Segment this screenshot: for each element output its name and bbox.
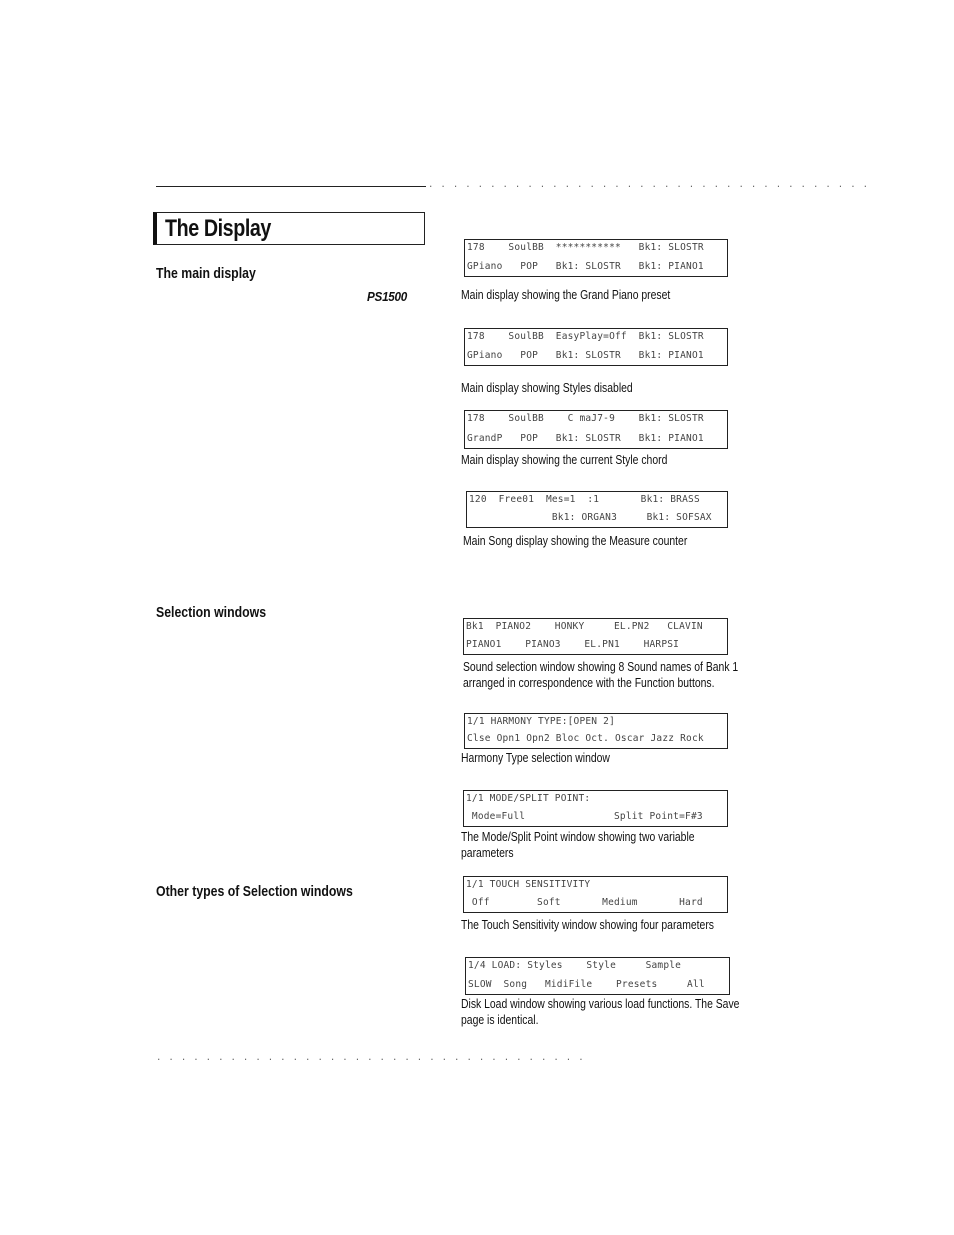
caption-line: The Mode/Split Point window showing two variable <box>461 829 695 844</box>
lcd-line-2: Bk1: ORGAN3 Bk1: SOFSAX <box>469 512 712 523</box>
bottom-dotted-rule: ................................... <box>156 1053 591 1063</box>
heading-selection-windows: Selection windows <box>156 604 267 621</box>
lcd-display <box>466 491 728 528</box>
lcd-caption <box>461 750 610 766</box>
lcd-line-2: SLOW Song MidiFile Presets All <box>468 979 705 990</box>
top-rule <box>156 186 426 187</box>
lcd-line-1: Bk1 PIANO2 HONKY EL.PN2 CLAVIN <box>466 621 703 632</box>
lcd-caption <box>461 917 714 933</box>
caption-line: page is identical. <box>461 1012 539 1027</box>
lcd-line-2: Off Soft Medium Hard <box>466 897 703 908</box>
lcd-line-1: 1/4 LOAD: Styles Style Sample <box>468 960 682 971</box>
caption-line: Main display showing the Grand Piano preset <box>461 287 671 302</box>
lcd-display <box>464 713 728 749</box>
model-tag: PS1500 <box>367 289 408 304</box>
lcd-line-2: Mode=Full Split Point=F#3 <box>466 811 703 822</box>
lcd-line-1: 120 Free01 Mes=1 :1 Bk1: BRASS <box>469 494 700 505</box>
lcd-line-1: 1/1 HARMONY TYPE:[OPEN 2] <box>467 716 615 727</box>
lcd-caption <box>461 829 695 861</box>
lcd-caption <box>461 452 667 468</box>
lcd-display <box>463 876 728 913</box>
caption-line: parameters <box>461 845 514 860</box>
section-title-box <box>153 212 425 245</box>
page-title: The Display <box>165 215 271 242</box>
lcd-display <box>464 328 728 366</box>
lcd-caption <box>461 380 633 396</box>
lcd-display <box>463 618 728 655</box>
lcd-caption <box>461 287 670 303</box>
lcd-line-1: 178 SoulBB C maJ7-9 Bk1: SLOSTR <box>467 413 704 424</box>
caption-line: Sound selection window showing 8 Sound names of Bank 1 <box>463 659 739 674</box>
lcd-display <box>465 957 730 995</box>
lcd-caption <box>463 659 738 691</box>
caption-line: Main display showing the current Style chord <box>461 452 668 467</box>
lcd-line-2: GPiano POP Bk1: SLOSTR Bk1: PIANO1 <box>467 350 704 361</box>
top-dotted-rule: .................................... <box>428 180 876 190</box>
lcd-line-1: 178 SoulBB *********** Bk1: SLOSTR <box>467 242 704 253</box>
lcd-line-1: 178 SoulBB EasyPlay=Off Bk1: SLOSTR <box>467 331 704 342</box>
heading-other-selection-windows: Other types of Selection windows <box>156 883 353 900</box>
lcd-line-2: GrandP POP Bk1: SLOSTR Bk1: PIANO1 <box>467 433 704 444</box>
caption-line: Main Song display showing the Measure counter <box>463 533 688 548</box>
lcd-display <box>463 790 728 827</box>
lcd-line-1: 1/1 MODE/SPLIT POINT: <box>466 793 591 804</box>
caption-line: Main display showing Styles disabled <box>461 380 633 395</box>
lcd-line-1: 1/1 TOUCH SENSITIVITY <box>466 879 591 890</box>
lcd-line-2: GPiano POP Bk1: SLOSTR Bk1: PIANO1 <box>467 261 704 272</box>
caption-line: Disk Load window showing various load functions. The Save <box>461 996 740 1011</box>
lcd-caption <box>463 533 687 549</box>
lcd-display <box>464 239 728 277</box>
lcd-line-2: PIANO1 PIANO3 EL.PN1 HARPSI <box>466 639 680 650</box>
caption-line: arranged in correspondence with the Function buttons. <box>463 675 715 690</box>
caption-line: Harmony Type selection window <box>461 750 610 765</box>
lcd-display <box>464 410 728 449</box>
heading-main-display: The main display <box>156 265 256 282</box>
caption-line: The Touch Sensitivity window showing four parameters <box>461 917 714 932</box>
lcd-line-2: Clse Opn1 Opn2 Bloc Oct. Oscar Jazz Rock <box>467 733 704 744</box>
lcd-caption <box>461 996 739 1028</box>
